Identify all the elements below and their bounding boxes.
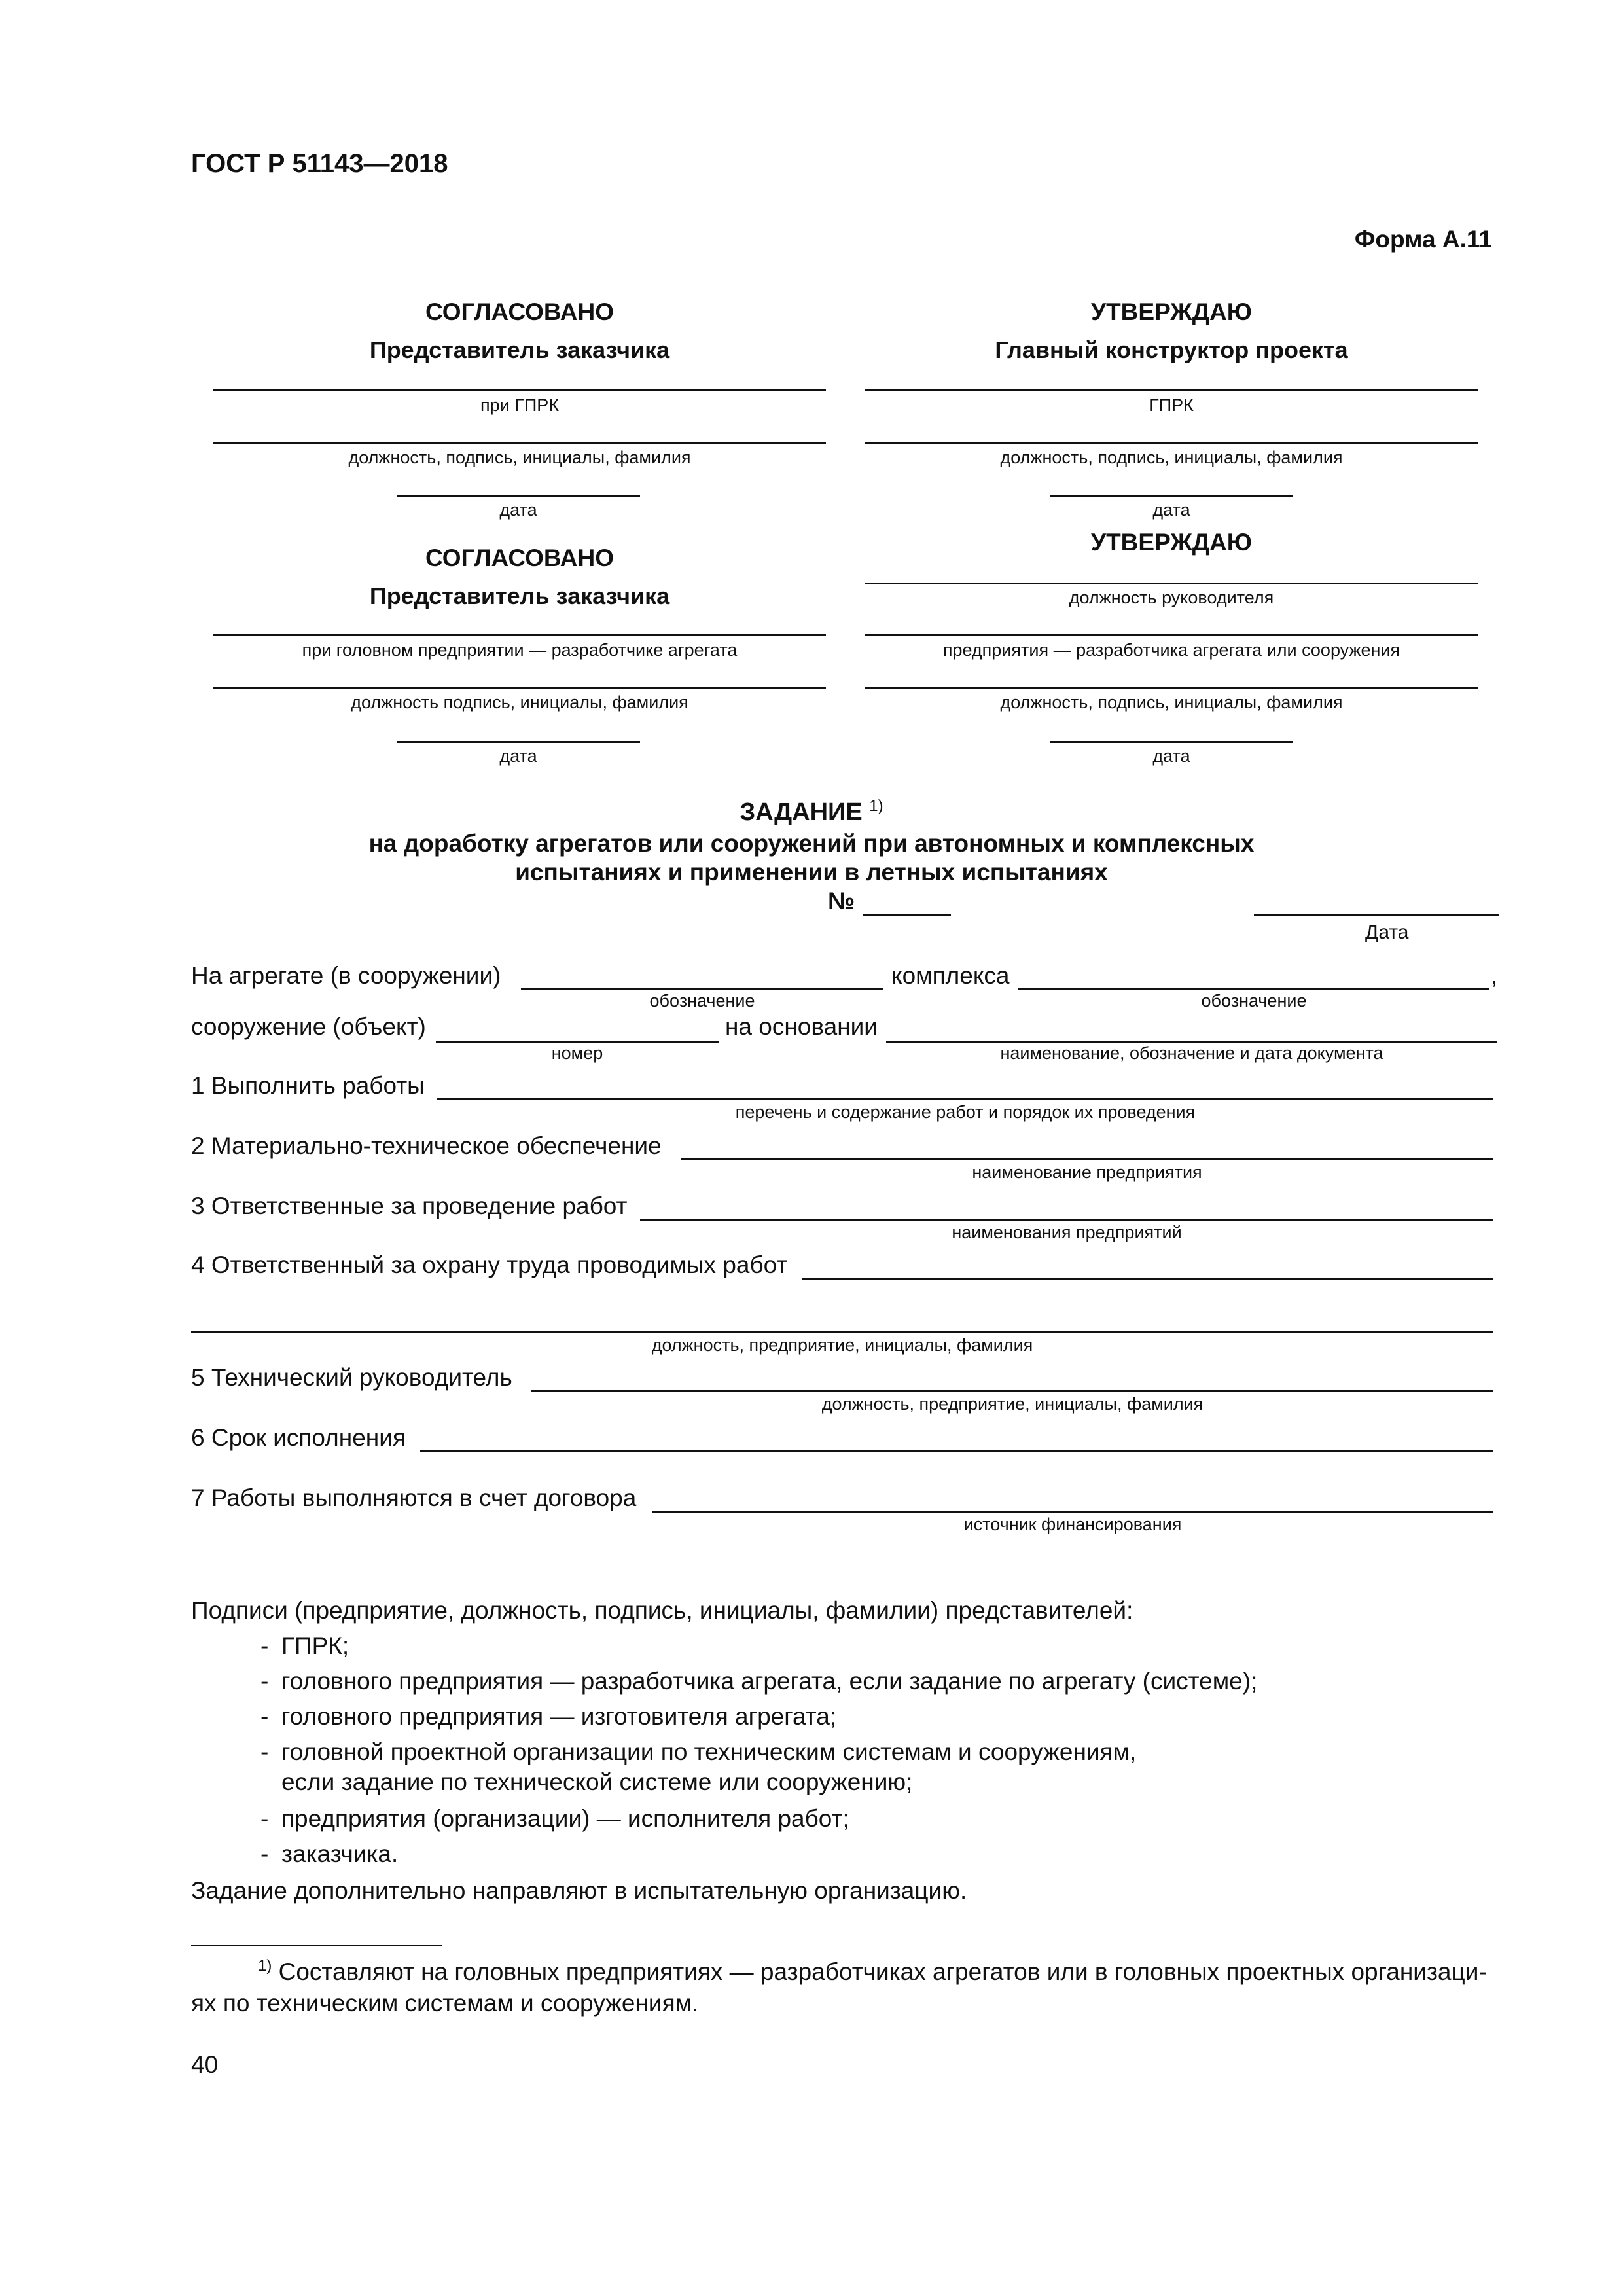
caption: должность, предприятие, инициалы, фамилия [651,1335,1033,1355]
list-item: головной проектной организации по техническим системам и сооружениям, [281,1738,1137,1765]
date-line[interactable] [1050,495,1293,497]
item5-label: 5 Технический руководитель [191,1364,512,1391]
task-date-field[interactable] [1254,914,1499,916]
task-subtitle-line2: испытаниях и применении в летных испытаниях [515,859,1108,886]
signature-line[interactable] [213,634,826,636]
aggregate-label: На агрегате (в сооружении) [191,962,501,989]
caption: предприятия — разработчика агрегата или сооружения [942,640,1400,660]
caption: дата [1152,746,1190,766]
item3-label: 3 Ответственные за проведение работ [191,1193,628,1219]
aggregate-input[interactable] [521,988,883,990]
list-item: ГПРК; [281,1632,349,1659]
task-date-label: Дата [1365,922,1409,943]
item6-label: 6 Срок исполнения [191,1424,406,1451]
item2-input[interactable] [681,1158,1493,1160]
signature-line[interactable] [865,389,1478,391]
item6-input[interactable] [420,1450,1493,1452]
caption: должность, подпись, инициалы, фамилия [348,448,691,467]
approval-right2-title: УТВЕРЖДАЮ [1091,529,1252,556]
caption: обозначение [649,991,755,1011]
item2-label: 2 Материально-техническое обеспечение [191,1132,662,1159]
item4-input-cont[interactable] [191,1331,1493,1333]
date-line[interactable] [1050,741,1293,743]
footnote-mark: 1) [258,1957,272,1975]
form-label: Форма А.11 [1354,226,1492,253]
basis-input[interactable] [886,1041,1497,1043]
footnote-text: Составляют на головных предприятиях — разработчиках агрегатов или в головных проектных организаци- [278,1958,1487,1985]
footnote-line2: ях по техническим системам и сооружениям. [191,1990,699,2017]
item4-label: 4 Ответственный за охрану труда проводимых работ [191,1251,788,1278]
caption: при головном предприятии — разработчике агрегата [302,640,738,660]
approval-left2-title: СОГЛАСОВАНО [425,545,615,571]
list-item: головного предприятия — изготовителя агрегата; [281,1703,837,1730]
task-number-field[interactable] [863,914,951,916]
signature-line[interactable] [213,687,826,689]
caption: должность руководителя [1069,588,1274,607]
item7-input[interactable] [652,1511,1493,1513]
caption: наименование предприятия [972,1162,1202,1182]
footnote-mark: 1) [869,797,883,815]
bullet: - [260,1632,269,1659]
task-title [0,797,1623,827]
caption: номер [551,1043,603,1063]
bullet: - [260,1703,269,1730]
caption: обозначение [1201,991,1307,1011]
caption: ГПРК [1149,395,1194,415]
task-number-label: № [828,888,855,914]
caption: должность подпись, инициалы, фамилия [351,692,688,712]
item4-input[interactable] [802,1278,1493,1280]
caption: дата [1152,500,1190,520]
complex-label: комплекса [891,962,1010,989]
structure-input[interactable] [436,1041,719,1043]
basis-label: на основании [725,1013,878,1040]
caption: при ГПРК [480,395,559,415]
caption: должность, предприятие, инициалы, фамилия [821,1394,1204,1414]
approval-right1-title: УТВЕРЖДАЮ [1091,298,1252,325]
signature-line[interactable] [865,634,1478,636]
bullet: - [260,1738,269,1765]
signature-line[interactable] [865,583,1478,584]
caption: наименования предприятий [952,1223,1182,1242]
complex-input[interactable] [1018,988,1489,990]
document-code: ГОСТ Р 51143—2018 [191,149,448,178]
item3-input[interactable] [640,1219,1493,1221]
caption: должность, подпись, инициалы, фамилия [1000,448,1343,467]
bullet: - [260,1668,269,1695]
approval-left2-subtitle: Представитель заказчика [369,583,670,609]
item7-label: 7 Работы выполняются в счет договора [191,1484,637,1511]
caption: источник финансирования [963,1515,1182,1534]
approval-right1-subtitle: Главный конструктор проекта [995,336,1348,363]
list-item: заказчика. [281,1840,399,1867]
item1-input[interactable] [437,1098,1493,1100]
comma: , [1491,962,1498,989]
caption: дата [499,500,537,520]
approval-left1-subtitle: Представитель заказчика [369,336,670,363]
signature-line[interactable] [213,389,826,391]
task-subtitle-line1: на доработку агрегатов или сооружений при автономных и комплексных [368,830,1255,857]
task-title-text: ЗАДАНИЕ [740,798,863,826]
signature-line[interactable] [213,442,826,444]
date-line[interactable] [397,741,640,743]
bullet: - [260,1805,269,1832]
item1-label: 1 Выполнить работы [191,1072,425,1099]
date-line[interactable] [397,495,640,497]
bullet: - [260,1840,269,1867]
footnote-line1 [258,1957,1487,1986]
signature-line[interactable] [865,442,1478,444]
structure-label: сооружение (объект) [191,1013,426,1040]
caption: должность, подпись, инициалы, фамилия [1000,692,1343,712]
footnote-separator [191,1945,442,1946]
item5-input[interactable] [531,1390,1493,1392]
list-item: предприятия (организации) — исполнителя работ; [281,1805,849,1832]
closing-note: Задание дополнительно направляют в испытательную организацию. [191,1877,967,1904]
list-item-continuation: если задание по технической системе или сооружению; [281,1768,913,1795]
list-item: головного предприятия — разработчика агрегата, если задание по агрегату (системе); [281,1668,1258,1695]
page-number: 40 [191,2051,219,2078]
approval-left1-title: СОГЛАСОВАНО [425,298,615,325]
caption: дата [499,746,537,766]
signature-line[interactable] [865,687,1478,689]
caption: перечень и содержание работ и порядок их проведения [735,1102,1196,1122]
caption: наименование, обозначение и дата документа [1000,1043,1383,1063]
signatures-intro: Подписи (предприятие, должность, подпись, инициалы, фамилии) представителей: [191,1597,1133,1624]
